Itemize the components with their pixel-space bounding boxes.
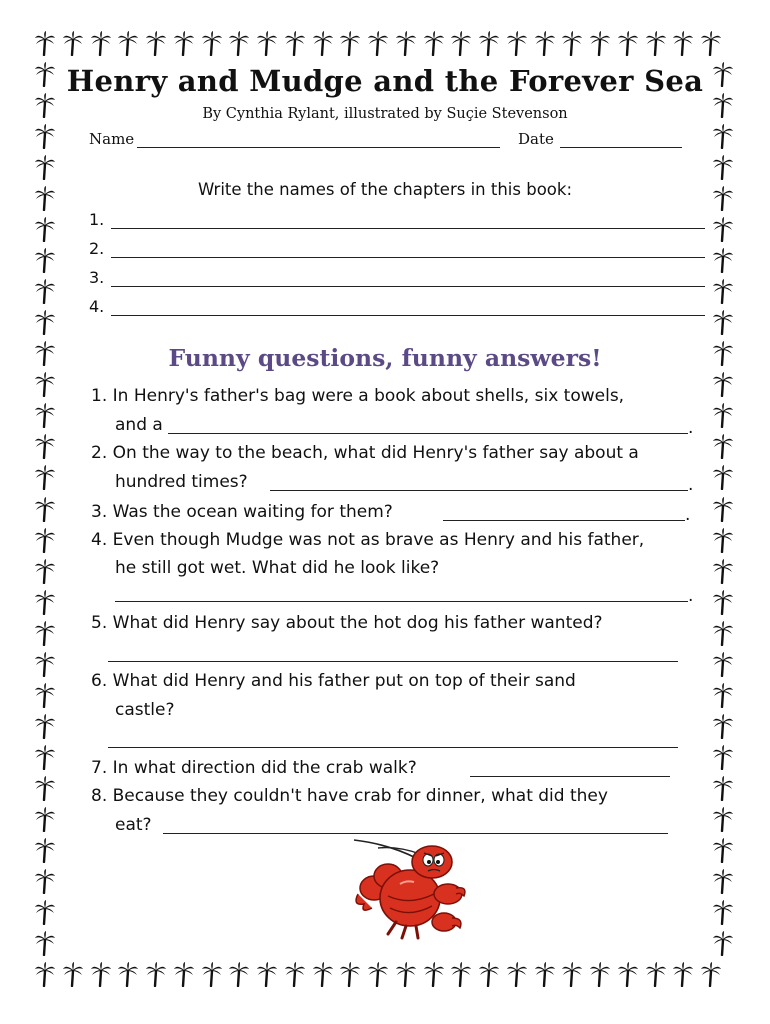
question-text: On the way to the beach, what did Henry's father say about a bbox=[112, 443, 639, 463]
palm-tree-icon bbox=[145, 30, 167, 56]
palm-tree-icon bbox=[34, 806, 56, 832]
palm-tree-icon bbox=[700, 30, 722, 56]
chapter-answer-line[interactable] bbox=[111, 315, 705, 316]
chapter-answer-line[interactable] bbox=[111, 257, 705, 258]
name-field[interactable] bbox=[137, 147, 500, 148]
chapter-number: 1. bbox=[89, 210, 105, 229]
palm-tree-icon bbox=[90, 961, 112, 987]
palm-tree-icon bbox=[312, 30, 334, 56]
question-text: he still got wet. What did he look like? bbox=[115, 558, 440, 578]
palm-tree-icon bbox=[712, 899, 734, 925]
answer-line-6[interactable] bbox=[108, 747, 678, 748]
palm-tree-icon bbox=[117, 30, 139, 56]
palm-tree-icon bbox=[700, 961, 722, 987]
palm-tree-icon bbox=[145, 961, 167, 987]
question-7 bbox=[91, 758, 417, 778]
question-text: Even though Mudge was not as brave as Henry and his father, bbox=[112, 530, 645, 550]
section-title: Funny questions, funny answers! bbox=[168, 344, 602, 372]
name-label: Name bbox=[89, 130, 135, 148]
question-number: 6. bbox=[91, 671, 108, 691]
palm-tree-icon bbox=[478, 30, 500, 56]
question-text: eat? bbox=[115, 815, 152, 835]
palm-tree-icon bbox=[62, 30, 84, 56]
answer-line-2[interactable] bbox=[270, 490, 688, 491]
palm-tree-icon bbox=[712, 247, 734, 273]
palm-tree-icon bbox=[712, 464, 734, 490]
palm-tree-icon bbox=[34, 589, 56, 615]
palm-tree-icon bbox=[228, 961, 250, 987]
palm-tree-icon bbox=[284, 30, 306, 56]
palm-tree-icon bbox=[284, 961, 306, 987]
palm-tree-icon bbox=[201, 961, 223, 987]
palm-tree-icon bbox=[712, 589, 734, 615]
palm-tree-icon bbox=[712, 278, 734, 304]
palm-tree-icon bbox=[34, 775, 56, 801]
palm-tree-icon bbox=[117, 961, 139, 987]
palm-tree-icon bbox=[450, 961, 472, 987]
palm-tree-icon bbox=[423, 30, 445, 56]
question-number: 2. bbox=[91, 443, 108, 463]
question-number: 8. bbox=[91, 786, 108, 806]
palm-tree-icon bbox=[617, 961, 639, 987]
palm-tree-icon bbox=[34, 837, 56, 863]
palm-tree-icon bbox=[339, 30, 361, 56]
palm-tree-icon bbox=[672, 961, 694, 987]
palm-tree-icon bbox=[672, 30, 694, 56]
palm-tree-icon bbox=[712, 496, 734, 522]
palm-tree-icon bbox=[256, 961, 278, 987]
palm-tree-icon bbox=[589, 961, 611, 987]
palm-tree-icon bbox=[712, 682, 734, 708]
palm-tree-icon bbox=[712, 806, 734, 832]
palm-tree-icon bbox=[34, 309, 56, 335]
question-text: and a bbox=[115, 415, 163, 435]
palm-tree-icon bbox=[450, 30, 472, 56]
chapter-answer-line[interactable] bbox=[111, 228, 705, 229]
palm-tree-icon bbox=[34, 930, 56, 956]
palm-tree-icon bbox=[34, 247, 56, 273]
palm-tree-icon bbox=[712, 433, 734, 459]
palm-tree-icon bbox=[173, 30, 195, 56]
palm-tree-icon bbox=[712, 123, 734, 149]
palm-tree-icon bbox=[712, 402, 734, 428]
palm-tree-icon bbox=[712, 309, 734, 335]
palm-tree-icon bbox=[534, 30, 556, 56]
question-text: hundred times? bbox=[115, 472, 248, 492]
question-number: 5. bbox=[91, 613, 108, 633]
question-number: 7. bbox=[91, 758, 108, 778]
palm-tree-icon bbox=[34, 154, 56, 180]
palm-tree-icon bbox=[62, 961, 84, 987]
palm-tree-icon bbox=[561, 961, 583, 987]
palm-tree-icon bbox=[712, 371, 734, 397]
palm-tree-icon bbox=[34, 558, 56, 584]
question-text: In what direction did the crab walk? bbox=[112, 758, 417, 778]
palm-tree-icon bbox=[90, 30, 112, 56]
palm-tree-icon bbox=[645, 961, 667, 987]
palm-tree-icon bbox=[712, 868, 734, 894]
palm-tree-icon bbox=[34, 496, 56, 522]
palm-tree-icon bbox=[34, 682, 56, 708]
palm-tree-icon bbox=[561, 30, 583, 56]
date-label: Date bbox=[518, 130, 554, 148]
palm-tree-icon bbox=[34, 744, 56, 770]
palm-tree-icon bbox=[712, 651, 734, 677]
palm-tree-icon bbox=[395, 30, 417, 56]
palm-tree-icon bbox=[617, 30, 639, 56]
palm-tree-icon bbox=[34, 123, 56, 149]
crab-illustration bbox=[348, 836, 472, 940]
answer-line-3[interactable] bbox=[443, 520, 685, 521]
period-mark: . bbox=[685, 505, 691, 525]
question-text: In Henry's father's bag were a book about shells, six towels, bbox=[112, 386, 625, 406]
palm-tree-icon bbox=[712, 930, 734, 956]
palm-tree-icon bbox=[712, 775, 734, 801]
palm-tree-icon bbox=[34, 713, 56, 739]
palm-tree-icon bbox=[712, 527, 734, 553]
palm-tree-icon bbox=[712, 216, 734, 242]
question-text: Because they couldn't have crab for dinner, what did they bbox=[112, 786, 608, 806]
chapter-answer-line[interactable] bbox=[111, 286, 705, 287]
palm-tree-icon bbox=[712, 620, 734, 646]
palm-tree-icon bbox=[34, 402, 56, 428]
period-mark: . bbox=[688, 586, 694, 606]
chapter-number: 4. bbox=[89, 297, 105, 316]
question-text: castle? bbox=[115, 700, 175, 720]
palm-tree-icon bbox=[173, 961, 195, 987]
palm-tree-icon bbox=[339, 961, 361, 987]
palm-tree-icon bbox=[34, 30, 56, 56]
chapters-instruction: Write the names of the chapters in this book: bbox=[197, 180, 572, 199]
question-3 bbox=[91, 502, 393, 522]
answer-line-1[interactable] bbox=[168, 433, 688, 434]
palm-tree-icon bbox=[712, 558, 734, 584]
author-byline: By Cynthia Rylant, illustrated by Suçie Stevenson bbox=[202, 106, 568, 122]
question-number: 4. bbox=[91, 530, 108, 550]
palm-tree-icon bbox=[395, 961, 417, 987]
palm-tree-icon bbox=[34, 433, 56, 459]
palm-tree-icon bbox=[712, 744, 734, 770]
palm-tree-icon bbox=[423, 961, 445, 987]
palm-tree-icon bbox=[228, 30, 250, 56]
palm-tree-icon bbox=[34, 464, 56, 490]
palm-tree-icon bbox=[589, 30, 611, 56]
worksheet-title: Henry and Mudge and the Forever Sea bbox=[66, 64, 704, 98]
question-number: 1. bbox=[91, 386, 108, 406]
answer-line-4[interactable] bbox=[115, 601, 688, 602]
question-text: What did Henry say about the hot dog his father wanted? bbox=[112, 613, 603, 633]
palm-tree-icon bbox=[712, 154, 734, 180]
chapter-number: 3. bbox=[89, 268, 105, 287]
palm-tree-icon bbox=[34, 620, 56, 646]
palm-tree-icon bbox=[34, 216, 56, 242]
palm-tree-icon bbox=[201, 30, 223, 56]
chapter-number: 2. bbox=[89, 239, 105, 258]
question-8 bbox=[91, 786, 608, 806]
palm-tree-icon bbox=[312, 961, 334, 987]
question-2 bbox=[91, 443, 639, 463]
palm-tree-icon bbox=[34, 651, 56, 677]
palm-tree-icon bbox=[478, 961, 500, 987]
question-4 bbox=[91, 530, 644, 550]
date-field[interactable] bbox=[560, 147, 682, 148]
palm-tree-icon bbox=[367, 30, 389, 56]
palm-tree-icon bbox=[34, 899, 56, 925]
palm-tree-icon bbox=[534, 961, 556, 987]
palm-tree-icon bbox=[712, 837, 734, 863]
palm-tree-icon bbox=[506, 961, 528, 987]
question-number: 3. bbox=[91, 502, 108, 522]
palm-tree-icon bbox=[256, 30, 278, 56]
period-mark: . bbox=[688, 418, 694, 438]
palm-tree-icon bbox=[34, 371, 56, 397]
palm-tree-icon bbox=[712, 713, 734, 739]
palm-tree-icon bbox=[645, 30, 667, 56]
palm-tree-icon bbox=[506, 30, 528, 56]
question-6 bbox=[91, 671, 576, 691]
question-text: What did Henry and his father put on top of their sand bbox=[112, 671, 576, 691]
palm-tree-icon bbox=[34, 868, 56, 894]
answer-line-5[interactable] bbox=[108, 661, 678, 662]
answer-line-8[interactable] bbox=[163, 833, 668, 834]
answer-line-7[interactable] bbox=[470, 776, 670, 777]
palm-tree-icon bbox=[34, 527, 56, 553]
question-1 bbox=[91, 386, 624, 406]
palm-tree-icon bbox=[367, 961, 389, 987]
question-5 bbox=[91, 613, 603, 633]
question-text: Was the ocean waiting for them? bbox=[112, 502, 393, 522]
palm-tree-icon bbox=[34, 961, 56, 987]
palm-tree-icon bbox=[34, 278, 56, 304]
period-mark: . bbox=[688, 475, 694, 495]
